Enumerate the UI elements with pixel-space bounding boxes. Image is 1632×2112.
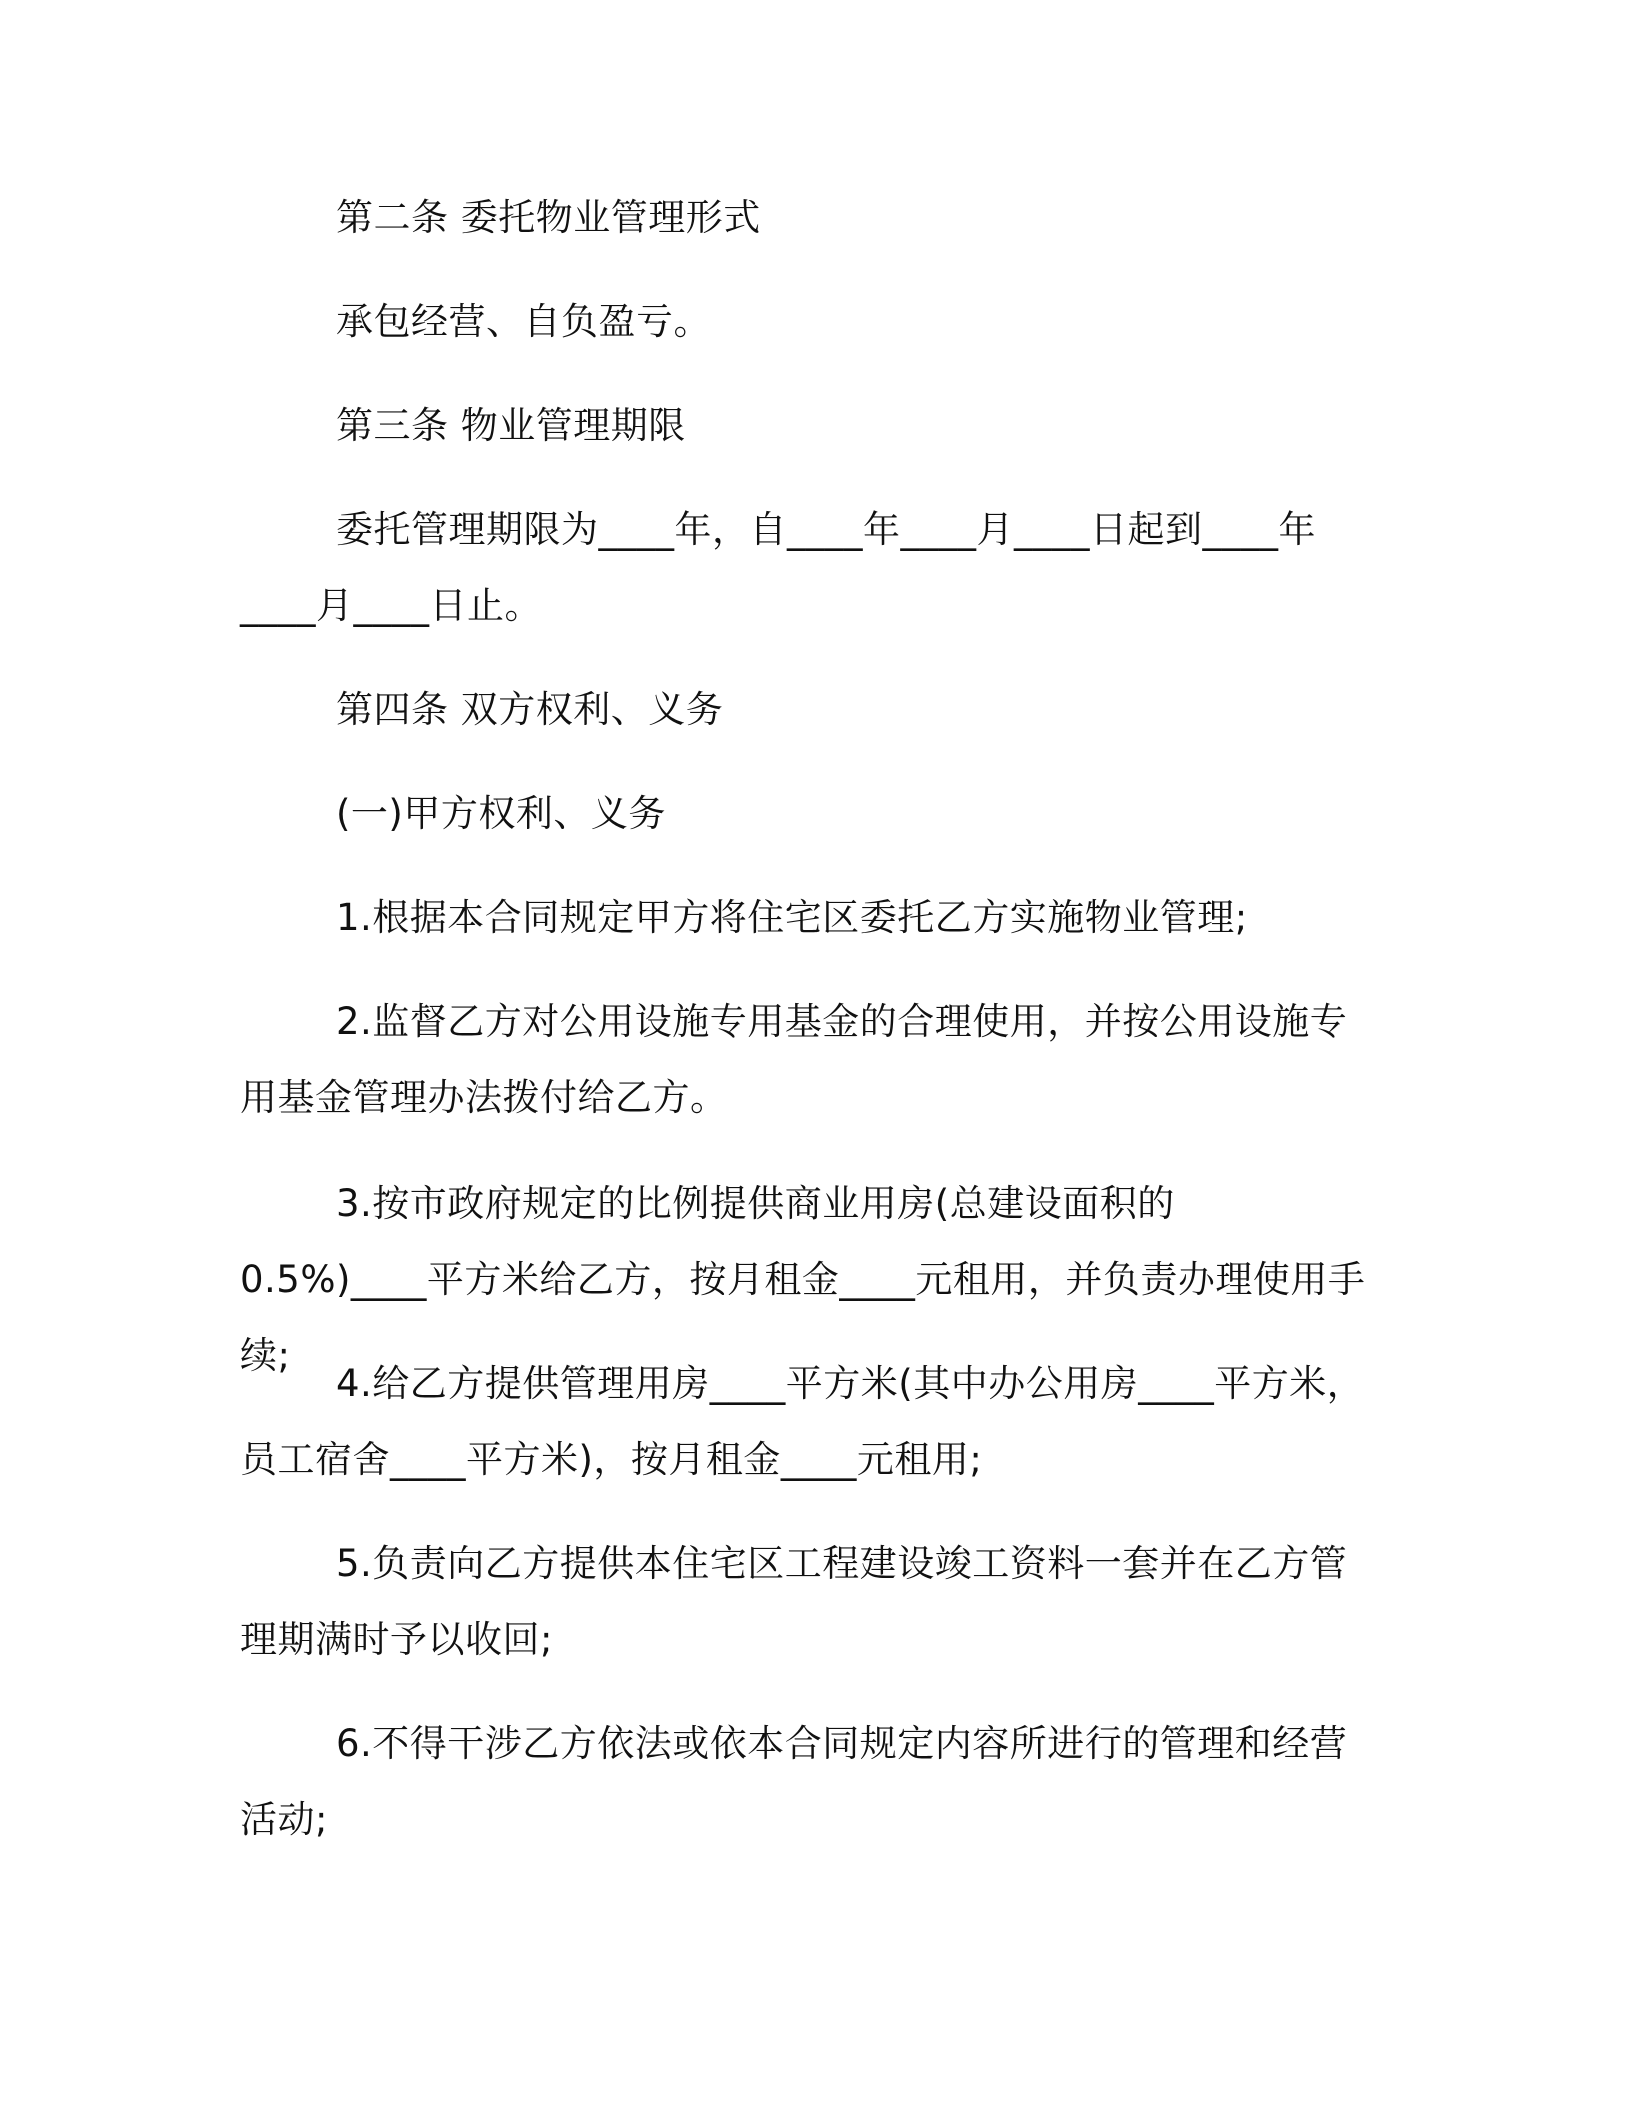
party-a-heading: (一)甲方权利、义务 xyxy=(336,792,666,835)
article-2-body: 承包经营、自负盈亏。 xyxy=(336,300,711,343)
clause-2: 2.监督乙方对公用设施专用基金的合理使用，并按公用设施专用基金管理办法拨付给乙方。 xyxy=(240,1000,1348,1119)
article-3-heading: 第三条 物业管理期限 xyxy=(336,404,686,447)
article-2-heading: 第二条 委托物业管理形式 xyxy=(336,196,761,239)
clause-6: 6.不得干涉乙方依法或依本合同规定内容所进行的管理和经营活动; xyxy=(240,1722,1348,1841)
clause-1: 1.根据本合同规定甲方将住宅区委托乙方实施物业管理; xyxy=(336,896,1248,939)
clause-4: 4.给乙方提供管理用房____平方米(其中办公用房____平方米，员工宿舍____平方米)，按月租金____元租用; xyxy=(240,1362,1365,1481)
article-3-body: 委托管理期限为____年，自____年____月____日起到____年____月____日止。 xyxy=(240,508,1316,627)
clause-5: 5.负责向乙方提供本住宅区工程建设竣工资料一套并在乙方管理期满时予以收回; xyxy=(240,1542,1348,1661)
article-4-heading: 第四条 双方权利、义务 xyxy=(336,688,724,731)
clause-3: 3.按市政府规定的比例提供商业用房(总建设面积的 0.5%)____平方米给乙方，按月租金____元租用，并负责办理使用手续; xyxy=(240,1182,1366,1377)
